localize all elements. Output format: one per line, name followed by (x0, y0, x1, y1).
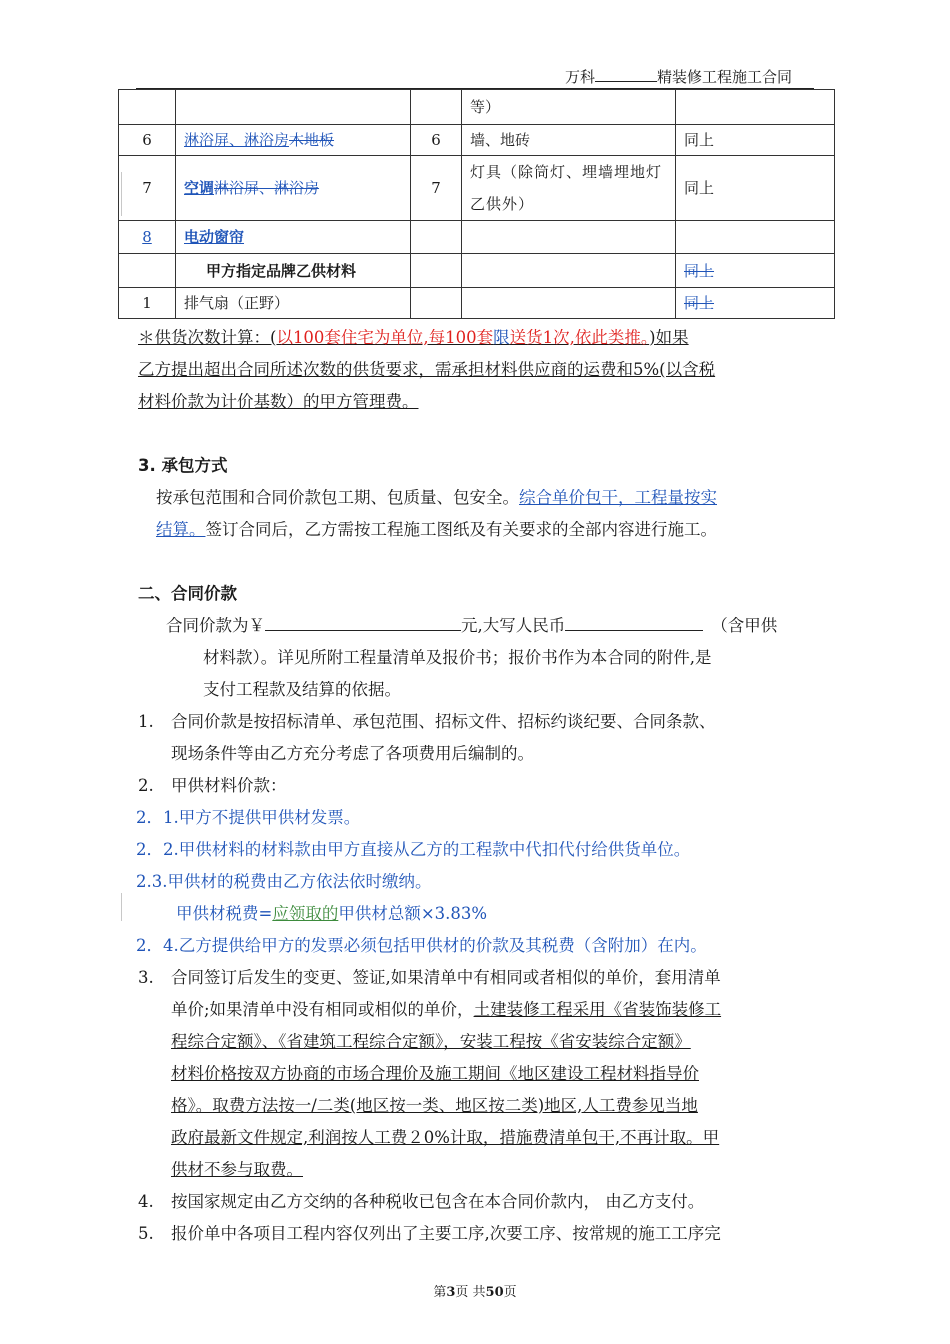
header-company: 万科 (565, 68, 596, 86)
supply-note-line3: 材料价款为计价基数）的甲方管理费。 (138, 392, 419, 411)
header-blank (595, 67, 657, 82)
amount-blank (265, 612, 461, 631)
table-cell-num: 6 (119, 125, 176, 156)
table-cell: 等） (462, 90, 676, 125)
list-item: 合同价款是按招标清单、承包范围、招标文件、招标约谈纪要、合同条款、 (171, 712, 716, 731)
table-cell-item (176, 156, 411, 221)
materials-table (118, 89, 835, 319)
table-cell-item: 灯具（除筒灯、埋墙埋地灯乙供外） (462, 156, 676, 221)
list-item: 2．4.乙方提供给甲方的发票必须包括甲供材的价款及其税费（含附加）在内。 (136, 936, 707, 955)
list-number: 2. (138, 776, 154, 795)
table-row (119, 125, 835, 156)
section-heading: 3. 承包方式 (138, 456, 228, 475)
inserted-text: 淋浴屏、淋浴房 (184, 131, 290, 149)
table-row (119, 288, 835, 319)
list-item: 按国家规定由乙方交纳的各种税收已包含在本合同价款内， 由乙方支付。 (171, 1192, 705, 1211)
price-intro-line2: 材料款）。详见所附工程量清单及报价书；报价书作为本合同的附件,是 (203, 648, 712, 667)
page-header (565, 66, 792, 87)
table-cell-note: 同上 (676, 125, 835, 156)
list-item: 供材不参与取费。 (171, 1160, 303, 1179)
table-row (119, 221, 835, 254)
list-item: 2．1.甲方不提供甲供材发票。 (136, 808, 361, 827)
page-number: 3 (446, 1285, 456, 1300)
section-heading: 二、合同价款 (138, 584, 237, 603)
list-item: 政府最新文件规定,利润按人工费２0%计取，措施费清单包干,不再计取。甲 (171, 1128, 720, 1147)
table-row (119, 254, 835, 288)
table-cell-num: 1 (119, 288, 176, 319)
list-number: 1. (138, 712, 154, 731)
table-cell-note: 同上 (676, 156, 835, 221)
list-item: 2．2.甲供材料的材料款由甲方直接从乙方的工程款中代扣代付给供货单位。 (136, 840, 691, 859)
list-item: 程综合定额》、《省建筑工程综合定额》，安装工程按《省安装综合定额》 (171, 1032, 691, 1051)
list-item: 报价单中各项目工程内容仅列出了主要工序,次要工序、按常规的施工工序完 (171, 1224, 721, 1243)
table-cell-note: 同上 (676, 254, 835, 288)
list-item: 甲供材料价款： (171, 776, 287, 795)
revision-bar (121, 893, 122, 921)
amount-words-blank (565, 612, 703, 631)
list-number: 3. (138, 968, 154, 987)
table-row (119, 156, 835, 221)
supply-note-line2: 乙方提出超出合同所述次数的供货要求，需承担材料供应商的运费和5%(以含税 (138, 360, 716, 379)
revision-bar (121, 172, 122, 216)
table-cell-num: 7 (411, 156, 462, 221)
table-cell-item: 墙、地砖 (462, 125, 676, 156)
deleted-text: 木地板 (289, 131, 335, 149)
tax-formula: 甲供材税费=应领取的甲供材总额×3.83% (176, 904, 488, 923)
list-number: 5. (138, 1224, 154, 1243)
list-item: 材料价格按双方协商的市场合理价及施工期间《地区建设工程材料指导价 (171, 1064, 699, 1083)
table-cell-item (176, 125, 411, 156)
list-item: 2.3.甲供材的税费由乙方依法依时缴纳。 (136, 872, 432, 891)
price-intro-line1: 合同价款为￥ 元,大写人民币 （含甲供 (166, 610, 777, 642)
inserted-text: 空调 (184, 179, 215, 197)
table-cell-num: 6 (411, 125, 462, 156)
table-cell-note: 同上 (676, 288, 835, 319)
table-cell-item: 排气扇（正野） (176, 288, 411, 319)
deleted-text: 淋浴屏、淋浴房 (214, 179, 320, 197)
price-intro-line3: 支付工程款及结算的依据。 (203, 680, 401, 699)
table-subheading: 甲方指定品牌乙供材料 (176, 254, 411, 288)
section3-line2: 结算。签订合同后，乙方需按工程施工图纸及有关要求的全部内容进行施工。 (156, 520, 717, 539)
header-title: 精装修工程施工合同 (657, 68, 793, 86)
page-footer: 第3页 共50页 (433, 1285, 517, 1300)
list-number: 4. (138, 1192, 154, 1211)
table-cell-num: 8 (119, 221, 176, 254)
section3-line1: 按承包范围和合同价款包工期、包质量、包安全。综合单价包干，工程量按实 (156, 488, 717, 507)
list-item: 现场条件等由乙方充分考虑了各项费用后编制的。 (171, 744, 534, 763)
table-row (119, 90, 835, 125)
list-item: 单价;如果清单中没有相同或相似的单价，土建装修工程采用《省装饰装修工 (171, 1000, 722, 1019)
table-cell-item: 电动窗帘 (176, 221, 411, 254)
page-total: 50 (485, 1285, 504, 1300)
supply-note-line1: ＊供货次数计算：(以100套住宅为单位,每100套限送货1次,依此类推。)如果 (138, 328, 689, 347)
list-item: 合同签订后发生的变更、签证,如果清单中有相同或者相似的单价，套用清单 (171, 968, 721, 987)
table-cell-num: 7 (119, 156, 176, 221)
list-item: 格》。取费方法按一/二类(地区按一类、地区按二类)地区,人工费参见当地 (171, 1096, 698, 1115)
